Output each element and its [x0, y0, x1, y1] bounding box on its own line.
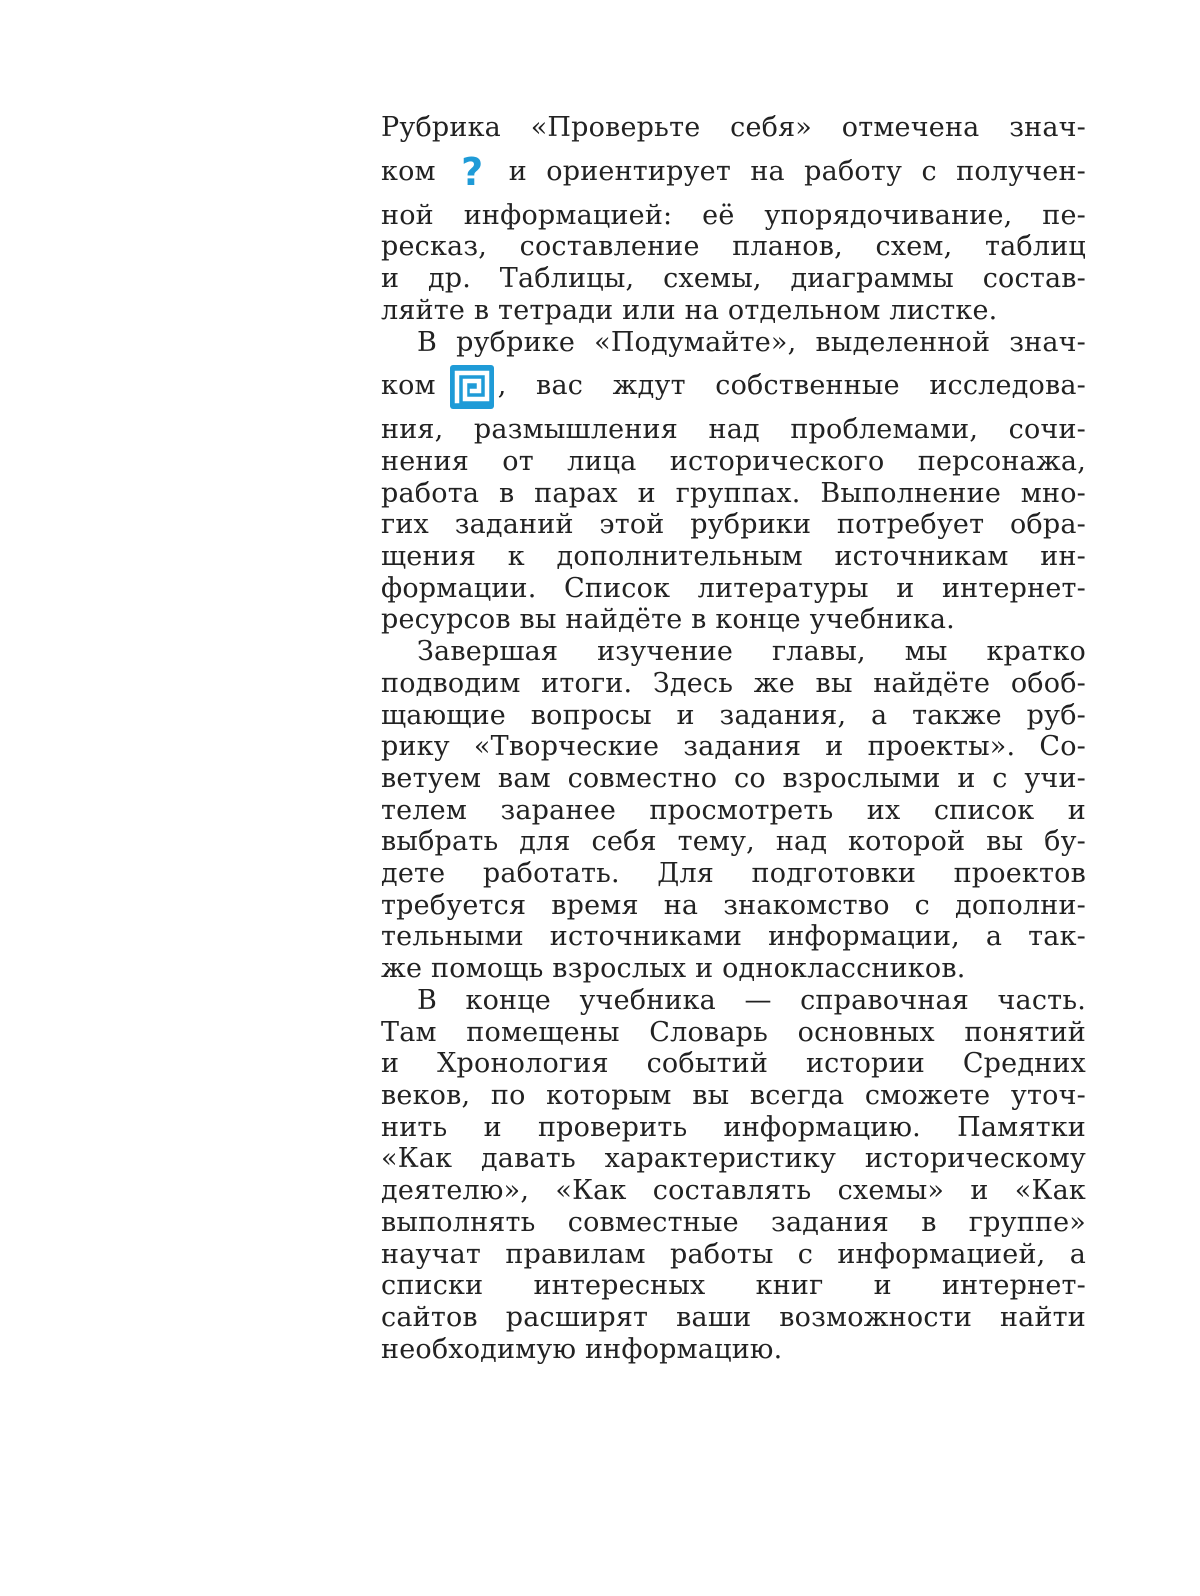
text-line: научат правилам работы с информацией, а: [381, 1238, 1086, 1270]
text-line: списки интересных книг и интернет-: [381, 1270, 1086, 1302]
text-line: сайтов расширят ваши возможности найти: [381, 1301, 1086, 1333]
question-mark-icon: ?: [461, 150, 484, 195]
text-line: ляйте в тетради или на отдельном листке.: [381, 294, 998, 326]
text-line: нения от лица исторического персонажа,: [381, 445, 1086, 477]
text-line: выполнять совместные задания в группе»: [381, 1206, 1086, 1238]
text-line: ресказ, составление планов, схем, таблиц: [381, 231, 1086, 263]
text-line: Завершая изучение главы, мы кратко: [417, 636, 1086, 668]
spiral-icon: [450, 365, 494, 409]
text-line: В конце учебника — справочная часть.: [417, 984, 1086, 1016]
text-line-with-icon: [381, 358, 1086, 414]
text-line: щения к дополнительным источникам ин-: [381, 541, 1086, 573]
text-line-with-icon: [381, 144, 1086, 200]
textbook-page: [381, 112, 1086, 1365]
text-line: «Как давать характеристику историческому: [381, 1143, 1086, 1175]
text-line: щающие вопросы и задания, а также руб-: [381, 699, 1086, 731]
text-line: и Хронология событий истории Средних: [381, 1048, 1086, 1080]
text-line: работа в парах и группах. Выполнение мно-: [381, 477, 1086, 509]
text-line: и др. Таблицы, схемы, диаграммы состав-: [381, 263, 1086, 295]
text-line: В рубрике «Подумайте», выделенной знач-: [417, 326, 1086, 358]
text-line: рику «Творческие задания и проекты». Со-: [381, 731, 1086, 763]
text-line: веков, по которым вы всегда сможете уточ-: [381, 1079, 1086, 1111]
text-line: подводим итоги. Здесь же вы найдёте обоб-: [381, 667, 1086, 699]
paragraph-think: [381, 327, 1086, 637]
text-fragment: ком: [381, 155, 436, 187]
paragraph-chapter-summary: [381, 636, 1086, 985]
text-line: необходимую информацию.: [381, 1333, 783, 1365]
text-line: тельными источниками информации, а так-: [381, 921, 1086, 953]
text-line: ной информацией: её упорядочивание, пе-: [381, 199, 1086, 231]
text-line: выбрать для себя тему, над которой вы бу-: [381, 826, 1086, 858]
text-line: гих заданий этой рубрики потребует обра-: [381, 509, 1086, 541]
text-line: ния, размышления над проблемами, сочи-: [381, 414, 1086, 446]
text-fragment: ком: [381, 370, 436, 402]
text-line: телем заранее просмотреть их список и: [381, 794, 1086, 826]
text-line: Рубрика «Проверьте себя» отмечена знач-: [381, 112, 1086, 143]
text-line: деятелю», «Как составлять схемы» и «Как: [381, 1175, 1086, 1207]
paragraph-check-yourself: [381, 112, 1086, 327]
text-line: ветуем вам совместно со взрослыми и с учи-: [381, 762, 1086, 794]
text-line: ресурсов вы найдёте в конце учебника.: [381, 604, 955, 636]
text-fragment: и ориентирует на работу с получен-: [508, 155, 1086, 187]
text-line: требуется время на знакомство с дополни-: [381, 889, 1086, 921]
text-line: формации. Список литературы и интернет-: [381, 572, 1086, 604]
text-fragment: , вас ждут собственные исследова-: [497, 370, 1086, 402]
text-line: Там помещены Словарь основных понятий: [381, 1016, 1086, 1048]
text-line: дете работать. Для подготовки проектов: [381, 858, 1086, 890]
text-line: же помощь взрослых и одноклассников.: [381, 953, 966, 985]
paragraph-reference-section: [381, 985, 1086, 1365]
text-line: нить и проверить информацию. Памятки: [381, 1111, 1086, 1143]
